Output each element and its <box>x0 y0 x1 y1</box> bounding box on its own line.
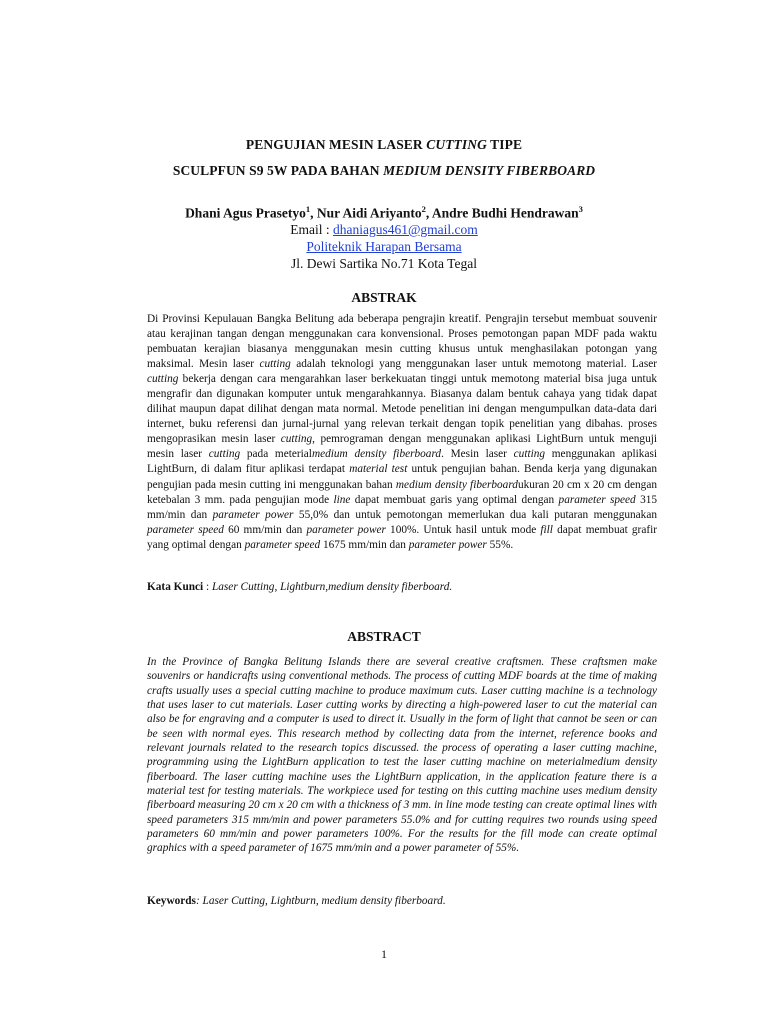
abstract-heading: ABSTRACT <box>347 629 421 644</box>
address-line: Jl. Dewi Sartika No.71 Kota Tegal <box>291 256 477 271</box>
abstrak-italic: cutting <box>259 358 291 371</box>
email-line <box>0 222 768 238</box>
title-text: SCULPFUN S9 5W PADA BAHAN <box>172 163 384 178</box>
abstrak-italic: parameter speed <box>558 493 636 506</box>
abstrak-italic: fill <box>540 523 553 536</box>
email-link[interactable]: dhaniagus461@gmail.com <box>332 222 478 237</box>
abstrak-italic: medium density fiberboard <box>311 448 442 461</box>
keywords-line <box>147 895 657 907</box>
author-name: Andre Budhi Hendrawan <box>431 205 579 221</box>
abstrak-text: dapat membuat grafir yang optimal dengan <box>147 523 657 551</box>
affiliation-marker: 3 <box>578 204 583 214</box>
author-list <box>0 204 768 222</box>
abstrak-text: ukuran 20 cm x 20 cm dengan ketebalan 3 mm. pada pengujian mode <box>147 478 657 506</box>
abstrak-text: dapat membuat garis yang optimal dengan <box>350 493 559 506</box>
abstrak-text: 60 mm/min dan <box>223 523 307 536</box>
keywords-label: Keywords <box>147 895 196 907</box>
abstrak-text: Di Provinsi Kepulauan Bangka Belitung ada beberapa pengrajin kreatif. Pengrajin tersebut membuat souvenir atau kerajinan tangan dengan menggunakan cara konvensional. Proses pemotongan papan MDF pada waktu pembuatan kerajian biasanya menggunakan mesin cutting khusus untuk menghasilakan potongan yang maksimal. Mesin laser <box>147 313 657 371</box>
abstrak-body <box>147 312 657 553</box>
abstrak-italic: parameter speed <box>147 523 224 536</box>
keywords-text: Laser Cutting, Lightburn, medium density fiberboard. <box>202 895 446 907</box>
email-label: Email : <box>290 222 333 237</box>
abstrak-text: pada meterial <box>240 448 312 461</box>
abstrak-italic: parameter power <box>408 538 487 551</box>
abstrak-text: 100%. Untuk hasil untuk mode <box>385 523 541 536</box>
author-name: Nur Aidi Ariyanto <box>316 205 422 221</box>
abstrak-text: , pemrograman dengan menggunakan aplikasi LightBurn untuk menguji mesin laser <box>147 433 657 461</box>
institution-line <box>0 239 768 255</box>
abstrak-text: adalah teknologi yang menggunakan laser untuk memotong material. Laser <box>290 358 657 371</box>
author-separator: , <box>425 205 432 221</box>
kata-kunci-separator: : <box>203 581 212 593</box>
title-text: TIPE <box>486 137 523 152</box>
title-text: PENGUJIAN MESIN LASER <box>245 137 427 152</box>
abstrak-italic: cutting <box>208 448 241 461</box>
abstrak-heading: ABSTRAK <box>351 290 417 305</box>
abstrak-text: untuk pengujian bahan. Benda kerja yang digunakan pengujian pada mesin cutting ini menggunakan bahan <box>147 463 657 491</box>
abstrak-italic: parameter speed <box>244 538 321 551</box>
kata-kunci-label: Kata Kunci <box>147 581 204 593</box>
abstrak-italic: cutting <box>513 448 546 461</box>
abstrak-italic: parameter power <box>306 523 386 536</box>
author-separator: , <box>310 205 317 221</box>
page-number: 1 <box>381 947 387 961</box>
abstrak-text: bekerja dengan cara mengarahkan laser berkekuatan tinggi untuk memotong material bisa juga untuk mengrafir dan digunakan komputer untuk mengarahkannya. Biasanya dalam bentuk cahaya yang tidak dapat dilihat maupun dapat dilihat dengan mata normal. Metode penelitian ini dengan mengumpulkan data-data dari internet, buku referensi dan jurnal-jurnal yang relevan terkait dengan topik penelitian yang dibahas. proses mengoprasikan mesin laser <box>147 373 657 446</box>
title-line-1 <box>0 137 768 153</box>
abstrak-text: . Mesin laser <box>441 448 514 461</box>
abstrak-text: 1675 mm/min dan <box>320 538 409 551</box>
abstrak-text: 315 mm/min dan <box>147 493 658 521</box>
title-line-2 <box>0 163 768 179</box>
abstrak-italic: material test <box>349 463 408 476</box>
institution-link[interactable]: Politeknik Harapan Bersama <box>306 239 462 254</box>
abstrak-italic: parameter power <box>212 508 294 521</box>
abstrak-text: menggunakan aplikasi LightBurn, di dalam fitur aplikasi terdapat <box>147 448 658 476</box>
abstrak-text: 55,0% dan untuk pemotongan memerlukan dua kali putaran menggunakan <box>293 508 657 521</box>
abstract-body: In the Province of Bangka Belitung Islands there are several creative craftsmen. These craftsmen make souvenirs or handicrafts using conventional methods. The process of cutting MDF boards at the time of making crafts usually uses a special cutting machine to produce maximum cuts. Laser cutting machine is a technology that uses laser to cut materials. Laser cutting works by directing a high-powered laser to cut the material can also be for engraving and a computer is used to direct it. Usually in the form of light that cannot be seen or can be seen with normal eyes. This research method by collecting data from the internet, reference books and relevant journals related to the research topics discussed. the process of operating a laser cutting machine, programming using the LightBurn application to test the laser cutting machine on meterialmedium density fiberboard. The laser cutting machine uses the LightBurn application, in the application feature there is a material test for testing materials. The workpiece used for testing on this cutting machine uses medium density fiberboard measuring 20 cm x 20 cm with a thickness of 3 mm. in line mode testing can create optimal lines with speed parameters 315 mm/min and power parameters 55.0% and for cutting requires two rounds using speed parameters 60 mm/min and power parameters 100%. For the results for the fill mode can create optimal graphics with a speed parameter of 1675 mm/min and a power parameter of 55%. <box>147 656 657 855</box>
abstrak-italic: cutting <box>147 373 179 386</box>
title-italic-text: MEDIUM DENSITY FIBERBOARD <box>383 163 596 178</box>
abstrak-italic: line <box>333 493 351 506</box>
abstrak-text: 55%. <box>486 538 514 551</box>
abstrak-italic: medium density fiberboard <box>395 478 518 491</box>
keywords-separator: : <box>195 895 203 907</box>
author-name: Dhani Agus Prasetyo <box>185 205 306 221</box>
abstrak-italic: cutting <box>280 433 313 446</box>
kata-kunci-line <box>147 581 657 593</box>
title-italic-text: CUTTING <box>426 137 487 152</box>
affiliation-marker: 2 <box>421 204 426 214</box>
affiliation-marker: 1 <box>305 204 311 214</box>
kata-kunci-text: Laser Cutting, Lightburn,medium density fiberboard. <box>211 581 453 593</box>
